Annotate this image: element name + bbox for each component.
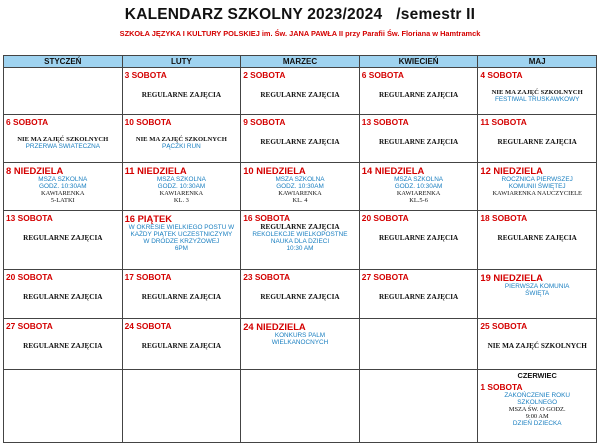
event-note: MSZA SZKOLNA (38, 176, 88, 183)
event-note: WIELKANOCNYCH (271, 339, 329, 346)
calendar-cell-marzec (241, 163, 360, 211)
calendar-cell-luty (122, 163, 241, 211)
calendar-cell-luty (122, 211, 241, 270)
calendar-table (3, 55, 597, 443)
month-header-styczen: STYCZEŃ (4, 56, 123, 68)
event-date: 11 SOBOTA (480, 117, 527, 127)
event-status: REGULARNE ZAJĘCIA (141, 91, 222, 99)
event-note: REKOLEKCJE WIELKOPOSTNE (252, 231, 348, 238)
calendar-cell-luty (122, 115, 241, 163)
event-status: REGULARNE ZAJĘCIA (260, 138, 340, 146)
calendar-cell-marzec (241, 319, 360, 370)
event-detail: KL. 3 (173, 197, 189, 204)
event-date: 13 SOBOTA (6, 213, 53, 223)
calendar-row (4, 115, 597, 163)
event-date: 27 SOBOTA (361, 272, 409, 282)
event-detail: KAWIARENKA (278, 190, 322, 197)
event-note: GODZ. 10:30AM (157, 183, 206, 190)
event-note: PRZERWA SWIATECZNA (25, 143, 101, 150)
event-note: ROCZNICA PIERWSZEJ (501, 176, 573, 183)
event-date: 6 SOBOTA (6, 117, 49, 127)
calendar-row (4, 211, 597, 270)
event-note: MSZA SZKOLNA (394, 176, 444, 183)
calendar-row (4, 163, 597, 211)
event-date: 24 NIEDZIELA (243, 321, 306, 332)
event-detail: 9:00 AM (525, 413, 549, 420)
event-date: 25 SOBOTA (480, 321, 528, 331)
event-date: 1 SOBOTA (480, 382, 523, 392)
event-date: 27 SOBOTA (6, 321, 53, 331)
calendar-cell-marzec (241, 370, 360, 443)
calendar-cell-kwiecien (359, 115, 478, 163)
calendar-cell-kwiecien (359, 163, 478, 211)
event-status: REGULARNE ZAJĘCIA (378, 234, 459, 242)
event-date: 20 SOBOTA (6, 272, 53, 282)
event-status: REGULARNE ZAJĘCIA (497, 138, 577, 146)
event-status: REGULARNE ZAJĘCIA (260, 223, 340, 231)
event-status: REGULARNE ZAJĘCIA (141, 293, 222, 301)
calendar-cell-styczen (4, 115, 123, 163)
event-note: 10:30 AM (286, 245, 314, 252)
calendar-cell-maj (478, 68, 597, 115)
event-date: 4 SOBOTA (480, 70, 523, 80)
event-note: KONKURS PALM (274, 332, 326, 339)
event-note: DZIEŃ DZIECKA (512, 420, 562, 427)
event-detail: KAWIARENKA (159, 190, 204, 197)
calendar-cell-kwiecien (359, 319, 478, 370)
event-status: REGULARNE ZAJĘCIA (378, 91, 459, 99)
calendar-cell-maj (478, 115, 597, 163)
event-status: REGULARNE ZAJĘCIA (141, 342, 222, 350)
calendar-cell-maj (478, 319, 597, 370)
event-status: REGULARNE ZAJĘCIA (23, 234, 103, 242)
school-name: SZKOŁA JĘZYKA I KULTURY POLSKIEJ im. Św. JANA PAWŁA II przy Parafii Św. Floriana w Hamtramck (119, 29, 481, 38)
calendar-cell-kwiecien (359, 68, 478, 115)
calendar-cell-maj (478, 163, 597, 211)
calendar-cell-styczen (4, 270, 123, 319)
calendar-cell-luty (122, 319, 241, 370)
event-date: 14 NIEDZIELA (361, 165, 425, 176)
event-date: 13 SOBOTA (361, 117, 409, 127)
event-note: MSZA SZKOLNA (156, 176, 206, 183)
event-status: NIE MA ZAJĘĆ SZKOLNYCH (491, 89, 583, 96)
event-detail: KAWIARENKA (41, 190, 85, 197)
calendar-cell-luty (122, 270, 241, 319)
calendar-row (4, 319, 597, 370)
event-status: REGULARNE ZAJĘCIA (260, 91, 340, 99)
calendar-cell-marzec (241, 211, 360, 270)
event-note: GODZ. 10:30AM (276, 183, 324, 190)
event-date: 16 SOBOTA (243, 213, 291, 223)
month-header-row (4, 56, 597, 68)
event-date: 18 SOBOTA (480, 213, 528, 223)
event-note: ZAKOŃCZENIE ROKU (504, 392, 571, 399)
calendar-cell-maj (478, 270, 597, 319)
event-date: 12 NIEDZIELA (480, 165, 543, 176)
event-note: GODZ. 10:30AM (394, 183, 443, 190)
event-date: 16 PIĄTEK (124, 213, 173, 224)
event-note: NAUKA DLA DZIECI (270, 238, 330, 245)
event-date: 10 NIEDZIELA (243, 165, 306, 176)
event-date: 24 SOBOTA (124, 321, 172, 331)
calendar-cell-styczen (4, 68, 123, 115)
event-date: 19 NIEDZIELA (480, 272, 543, 283)
calendar-row (4, 68, 597, 115)
calendar-cell-kwiecien (359, 270, 478, 319)
month-label-czerwiec: CZERWIEC (517, 371, 557, 380)
calendar-cell-styczen (4, 319, 123, 370)
event-status: NIE MA ZAJĘĆ SZKOLNYCH (487, 342, 587, 350)
event-status: REGULARNE ZAJĘCIA (378, 293, 459, 301)
event-note: FESTIWAL TRUSKAWKOWY (494, 96, 580, 103)
event-note: KAŻDY PIĄTEK UCZESTNICZYMY (130, 231, 233, 238)
event-date: 2 SOBOTA (243, 70, 286, 80)
calendar-cell-marzec (241, 68, 360, 115)
event-status: REGULARNE ZAJĘCIA (378, 138, 459, 146)
event-detail: KL. 4 (292, 197, 308, 204)
event-date: 17 SOBOTA (124, 272, 172, 282)
calendar-cell-styczen (4, 370, 123, 443)
event-note: 6PM (174, 245, 188, 252)
event-detail: MSZA ŚW. O GODZ. (508, 406, 566, 413)
event-date: 3 SOBOTA (124, 70, 167, 80)
month-header-luty: LUTY (122, 56, 241, 68)
event-detail: 5-LATKI (50, 197, 75, 204)
event-detail: KL.5-6 (409, 197, 428, 204)
month-header-marzec: MARZEC (241, 56, 360, 68)
event-note: PĄCZKI RUN (162, 143, 201, 150)
event-note: ŚWIĘTA (525, 290, 550, 297)
event-note: KOMUNII ŚWIĘTEJ (508, 183, 566, 190)
event-status: REGULARNE ZAJĘCIA (23, 293, 103, 301)
calendar-cell-styczen (4, 211, 123, 270)
event-date: 10 SOBOTA (124, 117, 172, 127)
event-date: 8 NIEDZIELA (6, 165, 64, 176)
semester-label: /semestr II (396, 6, 476, 23)
calendar-cell-luty (122, 370, 241, 443)
event-date: 11 NIEDZIELA (124, 165, 187, 176)
calendar-row (4, 370, 597, 443)
event-note: W OKRESIE WIELKIEGO POSTU W (128, 224, 235, 231)
event-note: W DRODZE KRZYŻOWEJ (143, 238, 220, 245)
calendar-cell-maj (478, 370, 597, 443)
event-status: REGULARNE ZAJĘCIA (23, 342, 103, 350)
event-note: MSZA SZKOLNA (275, 176, 325, 183)
event-date: 6 SOBOTA (361, 70, 404, 80)
calendar-cell-marzec (241, 270, 360, 319)
event-detail: KAWIARENKA NAUCZYCIELE (492, 190, 582, 197)
event-date: 9 SOBOTA (243, 117, 286, 127)
event-note: SZKOLNEGO (517, 399, 558, 406)
calendar-title: KALENDARZ SZKOLNY 2023/2024 (124, 6, 383, 23)
calendar-cell-styczen (4, 163, 123, 211)
calendar-row (4, 270, 597, 319)
calendar-cell-maj (478, 211, 597, 270)
event-date: 23 SOBOTA (243, 272, 291, 282)
event-status: NIE MA ZAJĘĆ SZKOLNYCH (135, 136, 227, 143)
calendar-cell-marzec (241, 115, 360, 163)
month-header-maj: MAJ (478, 56, 597, 68)
event-note: GODZ. 10:30AM (39, 183, 87, 190)
calendar-cell-luty (122, 68, 241, 115)
calendar-cell-kwiecien (359, 211, 478, 270)
calendar-cell-kwiecien (359, 370, 478, 443)
event-date: 20 SOBOTA (361, 213, 409, 223)
event-status: REGULARNE ZAJĘCIA (497, 234, 577, 242)
event-note: PIERWSZA KOMUNIA (504, 283, 570, 290)
event-status: NIE MA ZAJĘĆ SZKOLNYCH (17, 136, 109, 143)
month-header-kwiecien: KWIECIEŃ (359, 56, 478, 68)
page-title (0, 6, 600, 24)
event-detail: KAWIARENKA (396, 190, 441, 197)
event-status: REGULARNE ZAJĘCIA (260, 293, 340, 301)
